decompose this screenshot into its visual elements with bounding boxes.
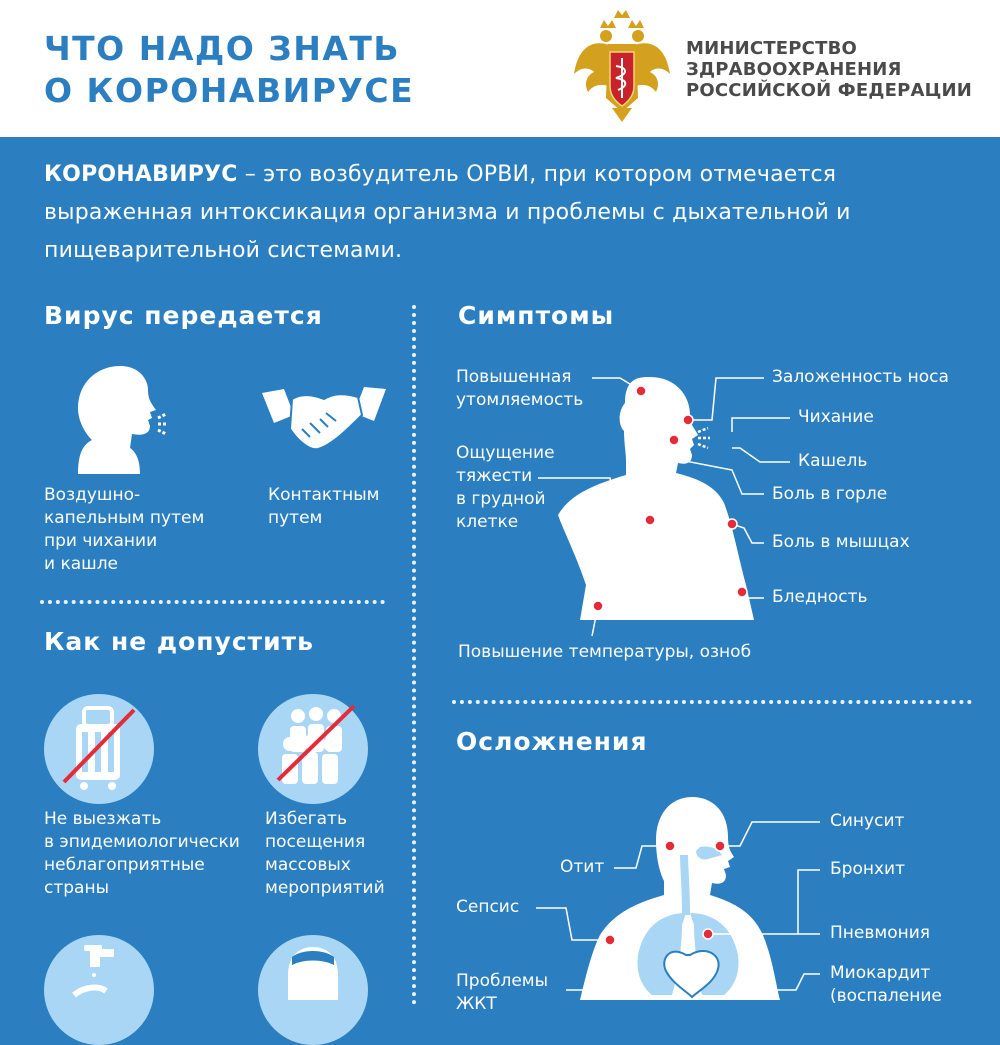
prevention-heading: Как не допустить (44, 627, 314, 656)
complication-sepsis: Сепсис (456, 897, 520, 917)
symptom-sneeze: Чихание (798, 407, 874, 427)
airborne-caption: Воздушно- капельным путем при чихании и кашле (44, 485, 205, 574)
transmission-heading: Вирус передается (44, 301, 323, 330)
ministry-name: МИНИСТЕРСТВО ЗДРАВООХРАНЕНИЯ РОССИЙСКОЙ ФЕДЕРАЦИИ (686, 38, 973, 101)
symptom-throat: Боль в горле (772, 484, 888, 504)
symptom-cough: Кашель (798, 451, 868, 471)
complication-myocarditis: Миокардит (воспаление (830, 963, 942, 1006)
symptoms-heading: Симптомы (458, 301, 615, 330)
contact-caption: Контактным путем (268, 485, 380, 528)
symptom-fatigue: Повышенная утомляемость (456, 367, 584, 410)
no-travel-caption: Не выезжать в эпидемиологически неблагоприятные страны (44, 809, 240, 898)
complication-otitis: Отит (560, 857, 605, 877)
symptom-fever: Повышение температуры, озноб (458, 642, 752, 662)
complications-heading: Осложнения (456, 727, 648, 756)
complication-sinusitis: Синусит (830, 811, 905, 831)
complication-pneumonia: Пневмония (830, 923, 930, 943)
complication-gi: Проблемы ЖКТ (456, 971, 549, 1014)
symptom-nose: Заложенность носа (772, 367, 949, 387)
symptom-pale: Бледность (772, 587, 868, 607)
intro-text: КОРОНАВИРУС – это возбудитель ОРВИ, при котором отмечается выраженная интоксикация организма и проблемы с дыхательной и пищеварительной системами. (44, 162, 851, 263)
page-title: ЧТО НАДО ЗНАТЬ О КОРОНАВИРУСЕ (44, 29, 415, 110)
complication-bronchitis: Бронхит (830, 859, 905, 879)
no-crowds-caption: Избегать посещения массовых мероприятий (265, 809, 385, 898)
symptom-chest: Ощущение тяжести в грудной клетке (456, 443, 555, 532)
symptom-muscle: Боль в мышцах (772, 532, 910, 552)
